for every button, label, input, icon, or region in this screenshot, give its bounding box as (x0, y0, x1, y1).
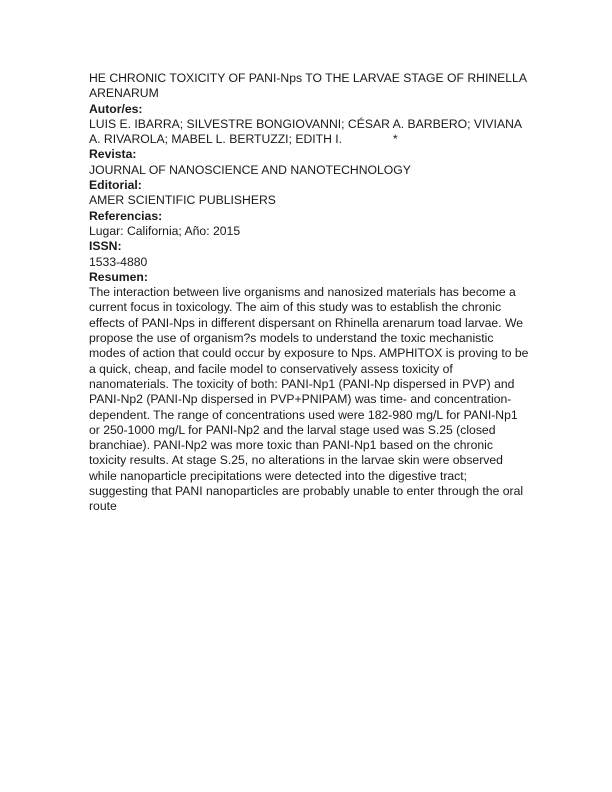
document-title: HE CHRONIC TOXICITY OF PANI-Nps TO THE LARVAE STAGE OF RHINELLA ARENARUM (89, 71, 527, 101)
abstract-text: The interaction between live organisms and nanosized materials has become a current focus in toxicology. The aim of this study was to establish the chronic effects of PANI-Nps in different dispersant on Rhinella arenarum toad larvae. We propose the use of organism?s models to understand the toxic mechanistic modes of action that could occur by exposure to Nps. AMPHITOX is proving to be a quick, cheap, and facile model to conservatively assess toxicity of nanomaterials. The toxicity of both: PANI-Np1 (PANI-Np dispersed in PVP) and PANI-Np2 (PANI-Np dispersed in PVP+PNIPAM) was time- and concentration- dependent. The range of concentrations used were 182-980 mg/L for PANI-Np1 or 250-1000 mg/L for PANI-Np2 and the larval stage used was S.25 (closed branchiae). PANI-Np2 was more toxic than PANI-Np1 based on the chronic toxicity results. At stage S.25, no alterations in the larvae skin were observed while nanoparticle precipitations were detected into the digestive tract; suggesting that PANI nanoparticles are probably unable to enter through the oral route (89, 285, 529, 514)
publisher-value: AMER SCIENTIFIC PUBLISHERS (89, 193, 276, 208)
journal-value: JOURNAL OF NANOSCIENCE AND NANOTECHNOLOGY (89, 162, 411, 177)
journal-label: Revista: (89, 147, 137, 162)
references-value: Lugar: California; Año: 2015 (89, 223, 241, 238)
issn-value: 1533-4880 (89, 254, 148, 269)
issn-label: ISSN: (89, 239, 122, 254)
document-page (89, 71, 529, 515)
abstract-label: Resumen: (89, 269, 148, 284)
authors-label: Autor/es: (89, 101, 143, 116)
publisher-label: Editorial: (89, 178, 142, 193)
authors-value: LUIS E. IBARRA; SILVESTRE BONGIOVANNI; CÉSAR A. BARBERO; VIVIANA A. RIVAROLA; MABEL L. BERTUZZI; EDITH I. * (89, 116, 525, 147)
references-label: Referencias: (89, 208, 163, 223)
